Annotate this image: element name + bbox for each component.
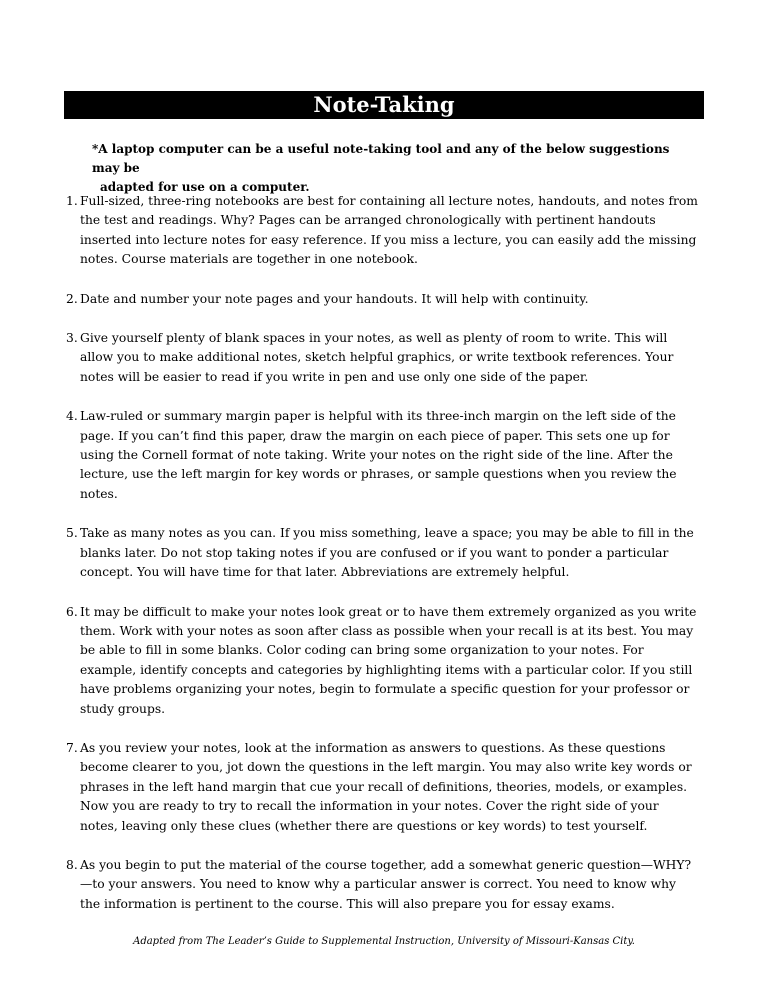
item-number: 7. bbox=[66, 740, 78, 755]
item-text: Give yourself plenty of blank spaces in your notes, as well as plenty of room to write. This will allow you to make additional notes, sketch helpful graphics, or write textbook references. Your notes will be easier to read if you write in pen and use only one side of the paper. bbox=[80, 331, 674, 384]
laptop-note bbox=[92, 140, 692, 197]
item-number: 5. bbox=[66, 526, 78, 541]
item-text: As you review your notes, look at the information as answers to questions. As these questions become clearer to you, jot down the questions in the left margin. You may also write key words or phrases in the left hand margin that cue your recall of definitions, theories, models, or examples. Now you are ready to try to recall the information in your notes. Cover the right side of your notes, leaving only these clues (whether there are questions or key words) to test yourself. bbox=[80, 740, 692, 833]
tips-list bbox=[40, 192, 700, 914]
item-number: 6. bbox=[66, 604, 78, 619]
laptop-note-line-2: adapted for use on a computer. bbox=[100, 180, 310, 194]
list-item bbox=[40, 524, 700, 582]
item-number: 1. bbox=[66, 194, 78, 208]
item-text: Take as many notes as you can. If you miss something, leave a space; you may be able to fill in the blanks later. Do not stop taking notes if you are confused or if you want to ponder a particular concept. You will have time for that later. Abbreviations are extremely helpful. bbox=[80, 526, 694, 580]
list-item bbox=[40, 603, 700, 719]
page-title: Note-Taking bbox=[64, 91, 704, 119]
list-item bbox=[40, 290, 700, 309]
list-item bbox=[40, 407, 700, 504]
laptop-note-line-1: *A laptop computer can be a useful note-taking tool and any of the below suggestions may be bbox=[92, 142, 670, 175]
item-number: 4. bbox=[66, 409, 78, 424]
footer-attribution: Adapted from The Leader’s Guide to Supplemental Instruction, University of Missouri-Kansas City. bbox=[133, 936, 635, 947]
list-item bbox=[40, 856, 700, 914]
item-number: 2. bbox=[66, 291, 78, 306]
item-text: As you begin to put the material of the course together, add a somewhat generic question—WHY?—to your answers. You need to know why a particular answer is correct. You need to know why the information is pertinent to the course. This will also prepare you for essay exams. bbox=[80, 857, 692, 911]
list-item bbox=[40, 739, 700, 836]
list-item bbox=[40, 192, 700, 270]
item-number: 8. bbox=[66, 857, 78, 872]
item-text: It may be difficult to make your notes look great or to have them extremely organized as you write them. Work with your notes as soon after class as possible when your recall is at its best. You may be able to fill in some blanks. Color coding can bring some organization to your notes. For example, identify concepts and categories by highlighting items with a particular color. If you still have problems organizing your notes, begin to formulate a specific question for your professor or study groups. bbox=[80, 604, 697, 716]
item-text: Date and number your note pages and your handouts. It will help with continuity. bbox=[80, 291, 589, 306]
list-item bbox=[40, 329, 700, 387]
item-text: Full-sized, three-ring notebooks are best for containing all lecture notes, handouts, and notes from the test and readings. Why? Pages can be arranged chronologically with pertinent handouts inserted into lecture notes for easy reference. If you miss a lecture, you can easily add the missing notes. Course materials are together in one notebook. bbox=[80, 194, 698, 267]
item-number: 3. bbox=[66, 331, 78, 346]
item-text: Law-ruled or summary margin paper is helpful with its three-inch margin on the left side of the page. If you can’t find this paper, draw the margin on each piece of paper. This sets one up for using the Cornell format of note taking. Write your notes on the right side of the line. After the lecture, use the left margin for key words or phrases, or sample questions when you review the notes. bbox=[80, 409, 677, 501]
